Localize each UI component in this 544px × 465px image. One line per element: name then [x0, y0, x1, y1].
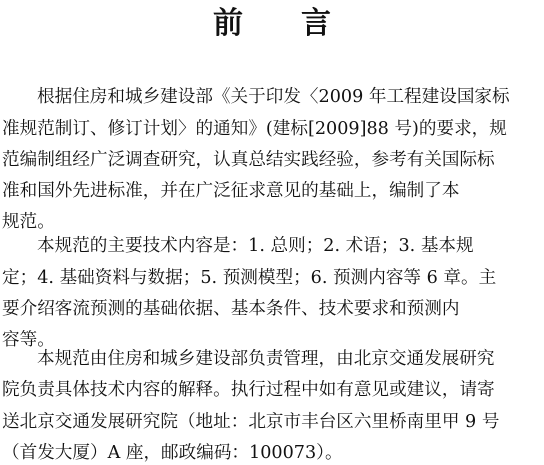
paragraph-2-line-1: 本规范的主要技术内容是：1. 总则；2. 术语；3. 基本规 — [37, 236, 474, 256]
paragraph-1-line-1: 根据住房和城乡建设部《关于印发〈2009 年工程建设国家标 — [37, 87, 510, 107]
paragraph-3-line-4: （首发大厦）A 座，邮政编码：100073）。 — [2, 443, 343, 463]
page-title-char-2: 言 — [301, 6, 331, 41]
paragraph-1-line-4: 准和国外先进标准，并在广泛征求意见的基础上，编制了本 — [2, 181, 460, 201]
paragraph-2-line-3: 要介绍客流预测的基础依据、基本条件、技术要求和预测内 — [2, 299, 460, 319]
page-title — [0, 4, 544, 44]
paragraph-2-line-2: 定；4. 基础资料与数据；5. 预测模型；6. 预测内容等 6 章。主 — [2, 268, 497, 288]
paragraph-3-line-1: 本规范由住房和城乡建设部负责管理，由北京交通发展研究 — [37, 349, 495, 369]
paragraph-1-line-3: 范编制组经广泛调查研究，认真总结实践经验，参考有关国际标 — [2, 150, 495, 170]
paragraph-1-line-5: 规范。 — [2, 212, 55, 232]
paragraph-1-line-2: 准规范制订、修订计划〉的通知》(建标[2009]88 号)的要求，规 — [2, 119, 507, 139]
paragraph-3-line-3: 送北京交通发展研究院（地址：北京市丰台区六里桥南里甲 9 号 — [2, 412, 500, 432]
paragraph-3-line-2: 院负责具体技术内容的解释。执行过程中如有意见或建议，请寄 — [2, 380, 495, 400]
page-title-char-1: 前 — [213, 6, 243, 41]
paragraph-2-line-4: 容等。 — [2, 330, 55, 350]
